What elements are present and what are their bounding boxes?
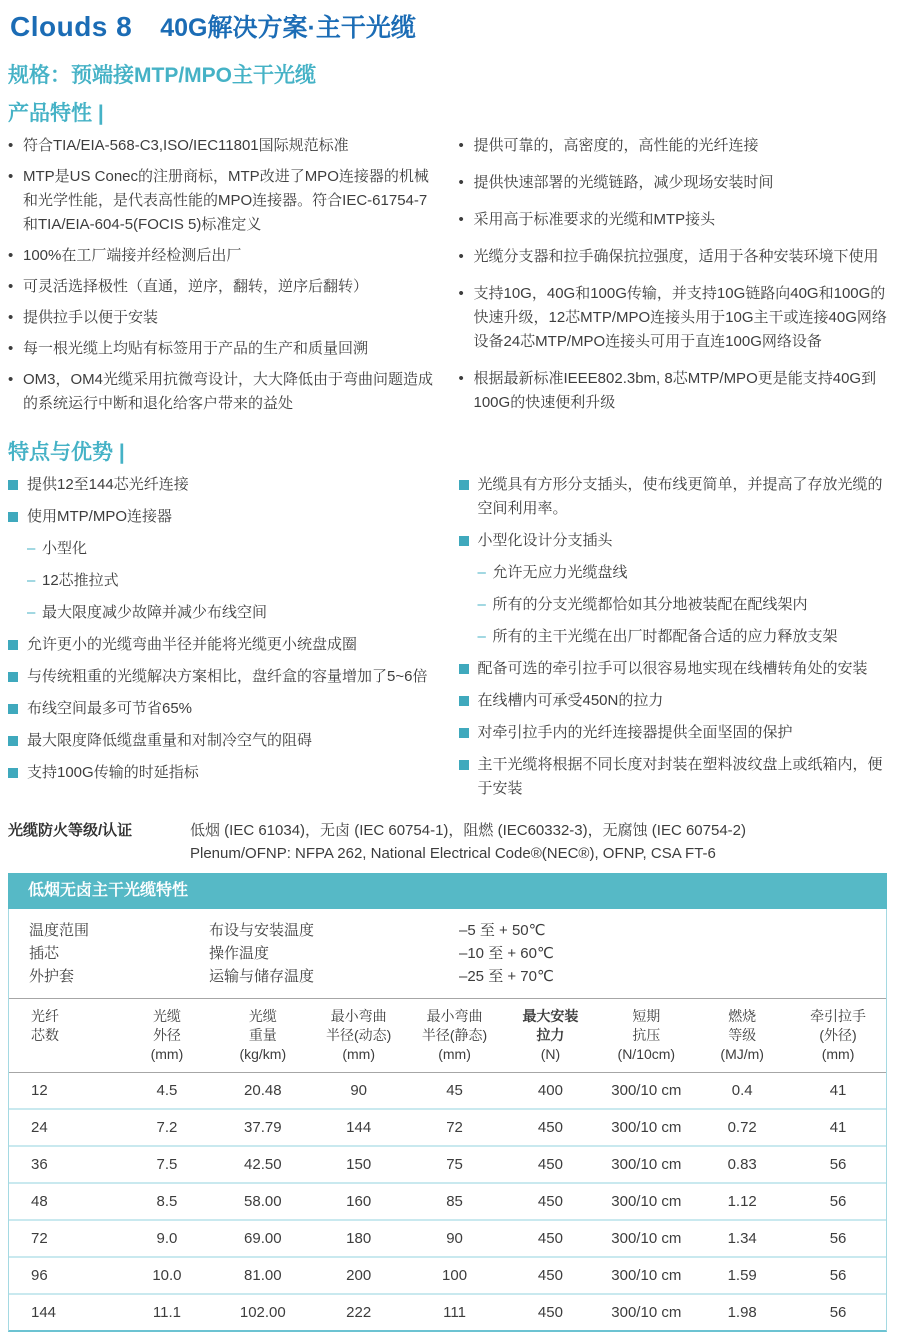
- table-row: [9, 1293, 886, 1330]
- table-cell: 45: [446, 1082, 463, 1099]
- table-cell: 11.1: [152, 1304, 181, 1321]
- advantage-item: 允许更小的光缆弯曲半径并能将光缆更小统盘成圈: [8, 633, 437, 657]
- column-header-line: (N): [540, 1046, 561, 1062]
- feature-item: • 提供拉手以便于安装: [8, 306, 437, 330]
- table-cell: 90: [350, 1082, 368, 1099]
- advantages-right-list: [459, 473, 888, 809]
- table-cell: 90: [446, 1230, 463, 1247]
- table-row: [9, 1108, 886, 1145]
- advantages-columns: [8, 468, 887, 809]
- feature-item: • 提供可靠的，高密度的，高性能的光纤连接: [459, 134, 888, 158]
- column-header: [119, 1007, 215, 1064]
- table-header-row: [9, 999, 886, 1073]
- features-left-list: [8, 134, 437, 423]
- advantage-item: 光缆具有方形分支插头，使布线更简单，并提高了存放光缆的空间利用率。: [459, 473, 888, 521]
- feature-item: • 符合TIA/EIA-568-C3,ISO/IEC11801国际规范标准: [8, 134, 437, 158]
- table-cell: 300/10 cm: [611, 1156, 682, 1173]
- column-header-line: 最小弯曲: [426, 1008, 483, 1024]
- feature-item: • 每一根光缆上均贴有标签用于产品的生产和质量回溯: [8, 337, 437, 361]
- table-title-bar: 低烟无卤主干光缆特性: [8, 873, 887, 909]
- table-cell: 450: [537, 1156, 563, 1173]
- column-header-line: 光纤: [31, 1008, 59, 1024]
- table-cell: 56: [829, 1156, 847, 1173]
- table-cell: 300/10 cm: [611, 1267, 682, 1284]
- table-cell: 20.48: [244, 1082, 282, 1099]
- table-cell: 56: [829, 1267, 847, 1284]
- table-cell: 48: [31, 1193, 48, 1210]
- column-header: [9, 1007, 119, 1064]
- table-cell: 1.59: [727, 1267, 757, 1284]
- column-header-line: 抗压: [632, 1027, 661, 1043]
- fire-rating-line2: Plenum/OFNP: NFPA 262, National Electrical Code®(NEC®), OFNP, CSA FT-6: [190, 845, 716, 862]
- env-condition: 运输与储存温度: [209, 968, 315, 985]
- advantage-sub-item: – 12芯推拉式: [27, 569, 437, 593]
- table-cell: 1.34: [727, 1230, 757, 1247]
- advantage-item: 支持100G传输的时延指标: [8, 761, 437, 785]
- fire-rating-line1: 低烟 (IEC 61034)，无卤 (IEC 60754-1)，阻燃 (IEC60332-3)，无腐蚀 (IEC 60754-2): [190, 822, 747, 839]
- table-cell: 9.0: [156, 1230, 178, 1247]
- table-cell: 69.00: [244, 1230, 282, 1247]
- column-header-line: [31, 1045, 119, 1064]
- column-header-line: 重量: [248, 1027, 277, 1043]
- advantage-item: 主干光缆将根据不同长度对封装在塑料波纹盘上或纸箱内，便于安装: [459, 753, 888, 801]
- advantages-heading: 特点与优势 |: [8, 441, 125, 464]
- table-cell: 56: [829, 1193, 847, 1210]
- feature-item: • 支持10G，40G和100G传输，并支持10G链路向40G和100G的快速升级，12芯MTP/MPO连接头用于10G主干或连接40G网络设备24芯MTP/MPO连接头可用于直连100G网络设备: [459, 282, 888, 354]
- column-header-line: 光缆: [248, 1008, 277, 1024]
- table-body: [9, 1073, 886, 1330]
- table-cell: 150: [346, 1156, 372, 1173]
- table-cell: 300/10 cm: [611, 1193, 682, 1210]
- feature-item: • 可灵活选择极性（直通，逆序，翻转，逆序后翻转）: [8, 275, 437, 299]
- table-cell: 37.79: [244, 1119, 282, 1136]
- column-header-line: 最大安装: [522, 1008, 579, 1024]
- advantages-left-list: [8, 473, 437, 793]
- features-columns: [8, 129, 887, 428]
- feature-item: • OM3，OM4光缆采用抗微弯设计，大大降低由于弯曲问题造成的系统运行中断和退化给客户带来的益处: [8, 368, 437, 416]
- table-row: [9, 1145, 886, 1182]
- table-cell: 72: [31, 1230, 48, 1247]
- feature-item: • 提供快速部署的光缆链路，减少现场安装时间: [459, 171, 888, 195]
- features-right-list: [459, 134, 888, 428]
- env-label: 温度范围: [29, 922, 90, 939]
- table-cell: 300/10 cm: [611, 1082, 682, 1099]
- table-cell: 100: [442, 1267, 468, 1284]
- environment-conditions: [9, 909, 886, 999]
- cable-spec-table: [8, 873, 887, 1332]
- fire-rating-label: 光缆防火等级/认证: [8, 822, 133, 839]
- column-header-line: 外径: [152, 1027, 181, 1043]
- feature-item: • 采用高于标准要求的光缆和MTP接头: [459, 208, 888, 232]
- column-header-line: 半径(静态): [421, 1027, 488, 1043]
- table-cell: 7.2: [156, 1119, 178, 1136]
- table-row: [9, 1182, 886, 1219]
- feature-item: • 100%在工厂端接并经检测后出厂: [8, 244, 437, 268]
- column-header: [407, 1007, 503, 1064]
- table-cell: 300/10 cm: [611, 1304, 682, 1321]
- table-cell: 160: [346, 1193, 372, 1210]
- table-cell: 75: [446, 1156, 463, 1173]
- table-cell: 96: [31, 1267, 48, 1284]
- table-cell: 111: [443, 1304, 466, 1321]
- env-value: –5 至 + 50℃: [459, 922, 546, 939]
- advantage-sub-item: – 最大限度减少故障并减少布线空间: [27, 601, 437, 625]
- table-cell: 222: [346, 1304, 372, 1321]
- table-cell: 41: [829, 1119, 847, 1136]
- table-cell: 102.00: [239, 1304, 286, 1321]
- column-header: [694, 1007, 790, 1064]
- column-header-line: 短期: [632, 1008, 661, 1024]
- table-cell: 41: [829, 1082, 847, 1099]
- fire-rating-text: [190, 819, 887, 865]
- spec-heading: 规格：预端接MTP/MPO主干光缆: [8, 64, 316, 87]
- table-cell: 8.5: [156, 1193, 178, 1210]
- column-header-line: (MJ/m): [720, 1046, 764, 1062]
- table-cell: 300/10 cm: [611, 1230, 682, 1247]
- advantage-sub-item: – 所有的主干光缆在出厂时都配备合适的应力释放支架: [478, 625, 888, 649]
- advantage-item: 与传统粗重的光缆解决方案相比，盘纤盒的容量增加了5~6倍: [8, 665, 437, 689]
- advantage-item: 对牵引拉手内的光纤连接器提供全面坚固的保护: [459, 721, 888, 745]
- column-header-line: 光缆: [152, 1008, 181, 1024]
- column-header-line: 燃烧: [728, 1008, 757, 1024]
- fire-rating-row: [8, 819, 887, 865]
- table-cell: 1.12: [727, 1193, 757, 1210]
- table-cell: 56: [829, 1304, 847, 1321]
- column-header-line: (mm): [342, 1046, 376, 1062]
- table-cell: 7.5: [156, 1156, 178, 1173]
- table-cell: 180: [346, 1230, 372, 1247]
- brand-logo-text: Clouds 8: [10, 11, 133, 42]
- table-cell: 144: [346, 1119, 372, 1136]
- page-title: 40G解决方案·主干光缆: [160, 14, 416, 42]
- env-label: 外护套: [29, 968, 75, 985]
- table-cell: 0.4: [731, 1082, 753, 1099]
- table-cell: 72: [446, 1119, 463, 1136]
- table-cell: 0.83: [727, 1156, 757, 1173]
- advantage-item: 提供12至144芯光纤连接: [8, 473, 437, 497]
- advantage-item: 小型化设计分支插头: [459, 529, 888, 553]
- column-header: [311, 1007, 407, 1064]
- advantage-item: 使用MTP/MPO连接器: [8, 505, 437, 529]
- advantage-sub-item: – 小型化: [27, 537, 437, 561]
- table-cell: 10.0: [152, 1267, 182, 1284]
- table-cell: 450: [537, 1193, 563, 1210]
- features-heading: 产品特性 |: [8, 102, 104, 125]
- table-cell: 12: [31, 1082, 48, 1099]
- table-cell: 42.50: [244, 1156, 282, 1173]
- table-cell: 56: [829, 1230, 847, 1247]
- env-value: –10 至 + 60℃: [459, 945, 554, 962]
- column-header-line: 等级: [728, 1027, 757, 1043]
- table-row: [9, 1256, 886, 1293]
- env-label: 插芯: [29, 945, 60, 962]
- table-row: [9, 1073, 886, 1108]
- column-header: [503, 1007, 599, 1064]
- column-header-line: (kg/km): [239, 1046, 287, 1062]
- advantage-sub-item: – 所有的分支光缆都恰如其分地被装配在配线架内: [478, 593, 888, 617]
- table-cell: 0.72: [727, 1119, 757, 1136]
- column-header-line: 最小弯曲: [330, 1008, 387, 1024]
- table-cell: 4.5: [156, 1082, 178, 1099]
- column-header: [598, 1007, 694, 1064]
- column-header: [215, 1007, 311, 1064]
- column-header: [790, 1007, 886, 1064]
- feature-item: • 根据最新标准IEEE802.3bm, 8芯MTP/MPO更是能支持40G到100G的快速便利升级: [459, 367, 888, 415]
- table-cell: 450: [537, 1267, 563, 1284]
- table-cell: 1.98: [727, 1304, 757, 1321]
- table-cell: 300/10 cm: [611, 1119, 682, 1136]
- column-header-line: (外径): [819, 1027, 857, 1043]
- column-header-line: (mm): [821, 1046, 855, 1062]
- table-cell: 85: [446, 1193, 463, 1210]
- table-cell: 58.00: [244, 1193, 282, 1210]
- column-header-line: 牵引拉手: [810, 1008, 867, 1024]
- page-header: [10, 8, 887, 44]
- table-cell: 450: [537, 1230, 563, 1247]
- table-row: [9, 1219, 886, 1256]
- advantage-item: 在线槽内可承受450N的拉力: [459, 689, 888, 713]
- feature-item: • MTP是US Conec的注册商标，MTP改进了MPO连接器的机械和光学性能，是代表高性能的MPO连接器。符合IEC-61754-7和TIA/EIA-604-5(FOCIS 5)标准定义: [8, 165, 437, 237]
- advantage-sub-item: – 允许无应力光缆盘线: [478, 561, 888, 585]
- table-cell: 200: [346, 1267, 372, 1284]
- table-cell: 450: [537, 1119, 563, 1136]
- feature-item: • 光缆分支器和拉手确保抗拉强度，适用于各种安装环境下使用: [459, 245, 888, 269]
- advantage-item: 最大限度降低缆盘重量和对制冷空气的阻碍: [8, 729, 437, 753]
- table-cell: 81.00: [244, 1267, 282, 1284]
- column-header-line: (N/10cm): [617, 1046, 676, 1062]
- column-header-line: (mm): [438, 1046, 471, 1062]
- table-cell: 24: [31, 1119, 48, 1136]
- column-header-line: 芯数: [31, 1027, 59, 1043]
- table-cell: 400: [537, 1082, 563, 1099]
- env-value: –25 至 + 70℃: [459, 968, 554, 985]
- table-cell: 450: [537, 1304, 563, 1321]
- column-header-line: (mm): [150, 1046, 184, 1062]
- table-cell: 144: [31, 1304, 57, 1321]
- advantage-item: 配备可选的牵引拉手可以很容易地实现在线槽转角处的安装: [459, 657, 888, 681]
- env-condition: 布设与安装温度: [209, 922, 315, 939]
- column-header-line: 拉力: [536, 1027, 565, 1043]
- env-condition: 操作温度: [209, 945, 270, 962]
- table-cell: 36: [31, 1156, 48, 1173]
- advantage-item: 布线空间最多可节省65%: [8, 697, 437, 721]
- column-header-line: 半径(动态): [326, 1027, 392, 1043]
